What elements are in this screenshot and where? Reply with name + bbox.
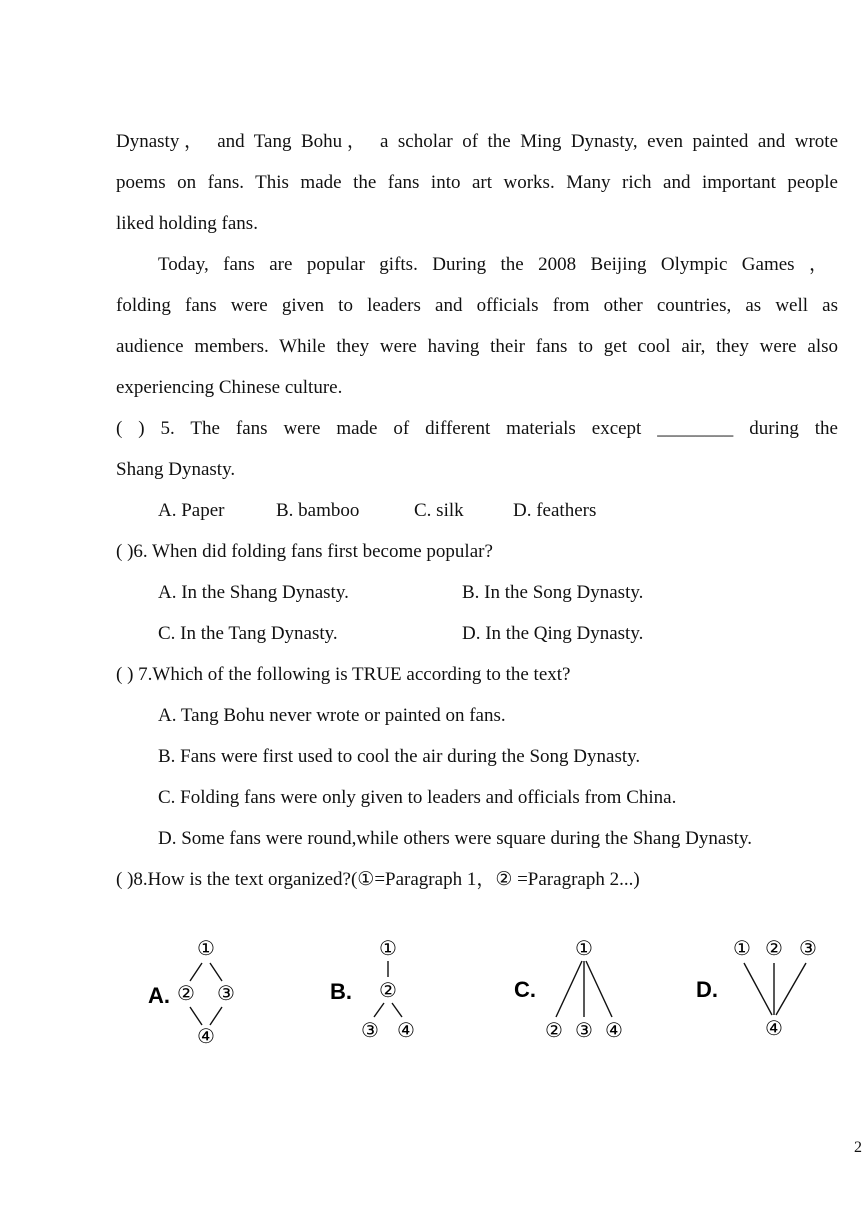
diagram-c-edge-1-2 [556, 961, 582, 1017]
diagram-d-node-1: ① [733, 938, 751, 960]
diagram-d-edge-3-4 [776, 963, 806, 1015]
diagram-c-edge-1-4 [586, 961, 612, 1017]
diagram-b-edge-2-3 [374, 1003, 384, 1017]
question-7-stem: ( ) 7.Which of the following is TRUE according to the text? [116, 664, 571, 685]
diagram-d-node-2: ② [765, 938, 783, 960]
diagram-d-node-3: ③ [799, 938, 817, 960]
diagram-a-edge-2-4 [190, 1007, 202, 1025]
diagram-a-node-1: ① [197, 938, 215, 960]
diagram-b-node-1: ① [379, 938, 397, 960]
question-5-option-c: C. silk [414, 500, 464, 521]
passage-line-2: poems on fans. This made the fans into art works. Many rich and important people [116, 172, 838, 193]
diagram-b-label: B. [330, 979, 352, 1004]
diagram-a-edge-3-4 [210, 1007, 222, 1025]
question-7-option-b: B. Fans were first used to cool the air during the Song Dynasty. [158, 746, 641, 767]
diagram-option-c [512, 925, 642, 1060]
question-5-option-b: B. bamboo [276, 500, 360, 521]
question-6-stem: ( )6. When did folding fans first become popular? [116, 541, 493, 562]
passage-line-3: liked holding fans. [116, 213, 258, 234]
diagram-c-label: C. [514, 977, 536, 1002]
diagram-b-node-2: ② [379, 980, 397, 1002]
diagram-b-node-4: ④ [397, 1020, 415, 1042]
question-7-option-a: A. Tang Bohu never wrote or painted on fans. [158, 705, 506, 726]
passage-line-1: Dynasty， and Tang Bohu， a scholar of the Ming Dynasty, even painted and wrote [116, 131, 838, 152]
diagram-d-edge-1-4 [744, 963, 772, 1015]
diagram-d-node-4: ④ [765, 1018, 783, 1040]
passage-line-6: audience members. While they were having their fans to get cool air, they were also [116, 336, 838, 357]
passage-line-7: experiencing Chinese culture. [116, 377, 343, 398]
diagram-option-a [140, 925, 250, 1060]
diagram-d-label: D. [696, 977, 718, 1002]
diagram-option-b [326, 925, 426, 1060]
diagram-option-d [694, 925, 830, 1060]
diagram-a-node-3: ③ [217, 983, 235, 1005]
diagram-c-node-4: ④ [605, 1020, 623, 1042]
question-5-stem-cont: Shang Dynasty. [116, 459, 236, 480]
passage-line-5: folding fans were given to leaders and officials from other countries, as well as [116, 295, 838, 316]
diagram-a-edge-1-2 [190, 963, 202, 981]
passage-line-4: Today, fans are popular gifts. During the 2008 Beijing Olympic Games ， [158, 254, 828, 275]
question-6-option-c: C. In the Tang Dynasty. [158, 623, 338, 644]
question-7-option-c: C. Folding fans were only given to leaders and officials from China. [158, 787, 677, 808]
question-5-option-d: D. feathers [513, 500, 597, 521]
page-number: 2 [854, 1139, 862, 1156]
question-5-stem: ( ) 5. The fans were made of different materials except ________ during the [116, 418, 838, 439]
diagram-c-node-1: ① [575, 938, 593, 960]
question-6-option-d: D. In the Qing Dynasty. [462, 623, 644, 644]
question-7-option-d: D. Some fans were round,while others were square during the Shang Dynasty. [158, 828, 752, 849]
question-8-stem: ( )8.How is the text organized?(①=Paragraph 1，② =Paragraph 2...) [116, 869, 640, 890]
diagram-c-node-2: ② [545, 1020, 563, 1042]
diagram-a-label: A. [148, 983, 170, 1008]
question-6-option-b: B. In the Song Dynasty. [462, 582, 644, 603]
diagram-a-node-4: ④ [197, 1026, 215, 1048]
question-6-option-a: A. In the Shang Dynasty. [158, 582, 349, 603]
diagram-a-edge-1-3 [210, 963, 222, 981]
diagram-b-node-3: ③ [361, 1020, 379, 1042]
diagram-c-node-3: ③ [575, 1020, 593, 1042]
diagram-a-node-2: ② [177, 983, 195, 1005]
question-5-option-a: A. Paper [158, 500, 225, 521]
diagram-b-edge-2-4 [392, 1003, 402, 1017]
